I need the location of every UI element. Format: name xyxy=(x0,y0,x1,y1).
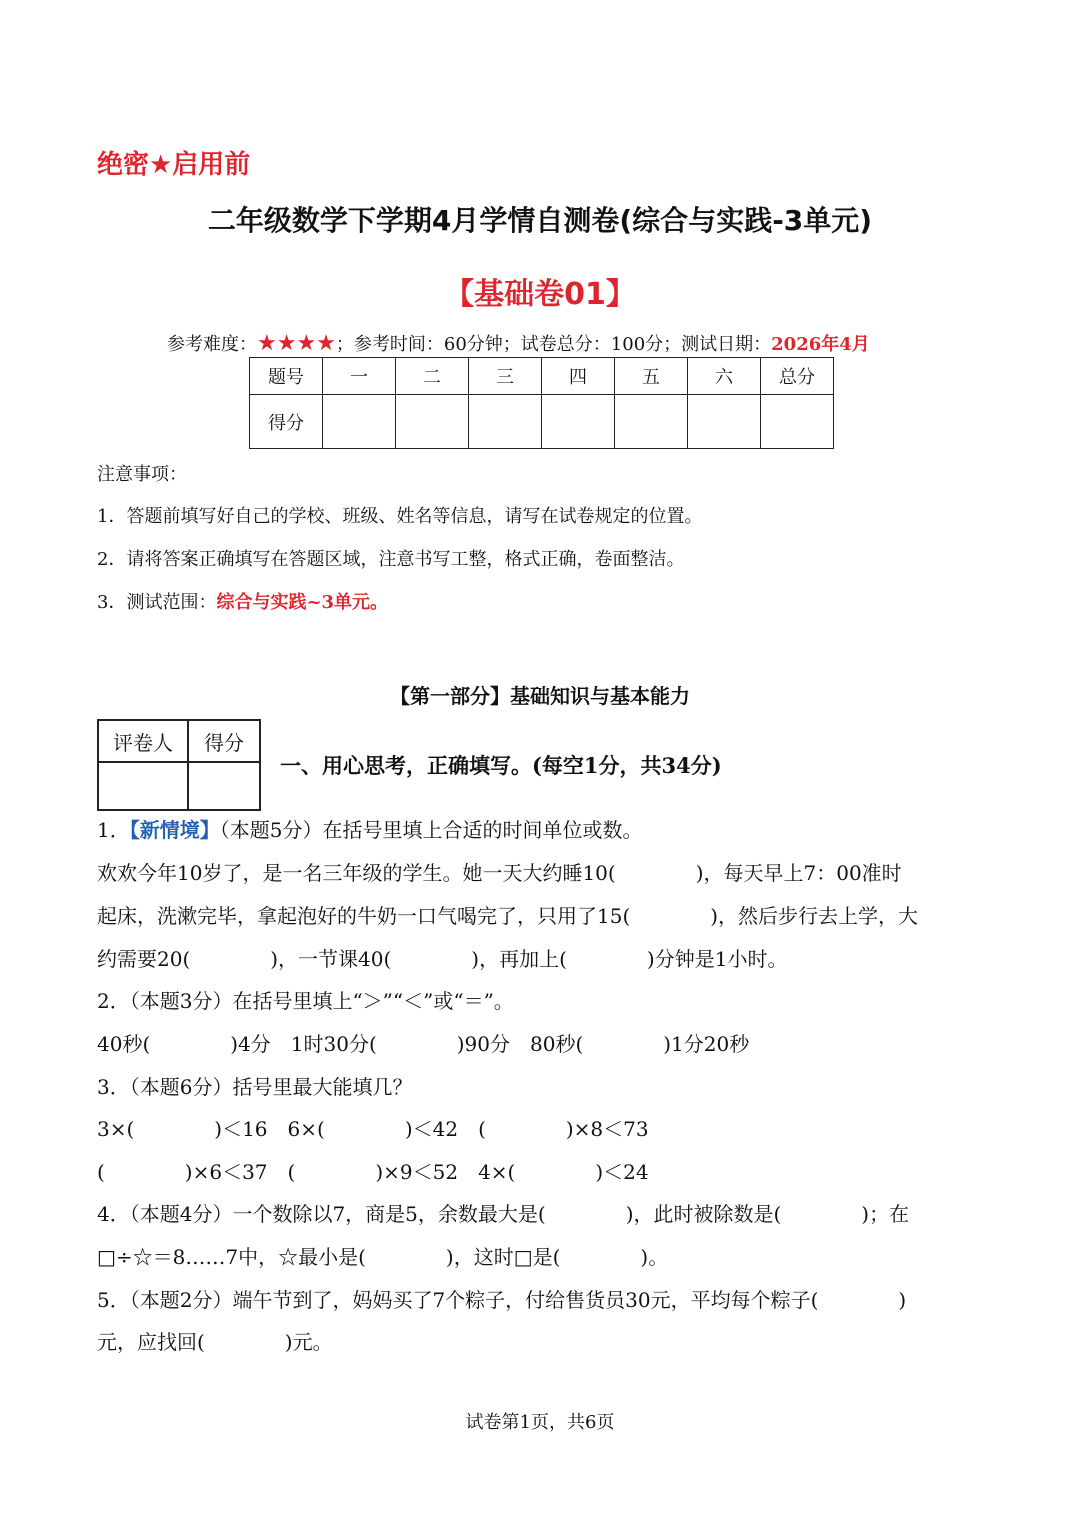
grader-table xyxy=(97,719,261,811)
score-table-header: 总分 xyxy=(761,358,834,395)
difficulty-stars: ★★★★ xyxy=(257,331,336,356)
grader-score-label: 得分 xyxy=(188,720,260,762)
score-table-score-row xyxy=(250,395,834,449)
note-item-1: 1．答题前填写好自己的学校、班级、姓名等信息，请写在试卷规定的位置。 xyxy=(97,506,703,527)
question-1-line-1: 欢欢今年10岁了，是一名三年级的学生。她一天大约睡10( )，每天早上7：00准时 xyxy=(97,861,902,885)
difficulty-label: 参考难度： xyxy=(167,334,257,355)
score-cell[interactable] xyxy=(615,395,688,449)
question-number: 1． xyxy=(97,818,130,842)
question-4-line-2: □÷☆＝8……7中，☆最小是( )，这时□是( )。 xyxy=(97,1245,669,1269)
part1-heading: 【第一部分】基础知识与基本能力 xyxy=(390,684,690,708)
score-cell[interactable] xyxy=(396,395,469,449)
score-table xyxy=(249,357,834,449)
question-2: 2．（本题3分）在括号里填上“＞”“＜”或“＝”。 xyxy=(97,989,514,1013)
score-cell[interactable] xyxy=(688,395,761,449)
score-table-header: 题号 xyxy=(250,358,323,395)
score-cell[interactable] xyxy=(469,395,542,449)
new-context-tag: 【新情境】 xyxy=(129,818,220,842)
confidential-label: 绝密★启用前 xyxy=(97,150,251,180)
grader-score-cell[interactable] xyxy=(188,762,260,810)
test-range: 综合与实践~3单元。 xyxy=(216,592,389,613)
score-table-header: 一 xyxy=(323,358,396,395)
grader-label: 评卷人 xyxy=(98,720,188,762)
exam-title: 二年级数学下学期4月学情自测卷(综合与实践-3单元) xyxy=(207,204,873,237)
question-3: 3．（本题6分）括号里最大能填几？ xyxy=(97,1075,413,1099)
score-table-header: 四 xyxy=(542,358,615,395)
score-cell[interactable] xyxy=(323,395,396,449)
note-item-2: 2．请将答案正确填写在答题区域，注意书写工整，格式正确，卷面整洁。 xyxy=(97,549,685,570)
question-5-line-1: 5．（本题2分）端午节到了，妈妈买了7个粽子，付给售货员30元，平均每个粽子( ) xyxy=(97,1288,907,1312)
exam-subtitle: 【基础卷01】 xyxy=(444,277,636,312)
exam-meta xyxy=(167,330,870,356)
score-row-label: 得分 xyxy=(250,395,323,449)
score-cell[interactable] xyxy=(542,395,615,449)
question-1-line-3: 约需要20( )，一节课40( )，再加上( )分钟是1小时。 xyxy=(97,947,788,971)
question-3-line-2: ( )×6＜37 ( )×9＜52 4×( )＜24 xyxy=(97,1160,649,1184)
question-4-line-1: 4．（本题4分）一个数除以7，商是5，余数最大是( )，此时被除数是( )；在 xyxy=(97,1202,910,1226)
score-table-header: 二 xyxy=(396,358,469,395)
score-table-header: 三 xyxy=(469,358,542,395)
note-item-3 xyxy=(97,588,388,614)
score-table-header-row xyxy=(250,358,834,395)
note-item-3-prefix: 3．测试范围： xyxy=(97,592,217,613)
question-2-line-1: 40秒( )4分 1时30分( )90分 80秒( )1分20秒 xyxy=(97,1032,750,1056)
question-1 xyxy=(97,816,642,844)
score-table-header: 六 xyxy=(688,358,761,395)
question-1-line-2: 起床，洗漱完毕，拿起泡好的牛奶一口气喝完了，只用了15( )，然后步行去上学，大 xyxy=(97,904,919,928)
question-3-line-1: 3×( )＜16 6×( )＜42 ( )×8＜73 xyxy=(97,1117,649,1141)
grader-name-cell[interactable] xyxy=(98,762,188,810)
page-footer: 试卷第1页，共6页 xyxy=(465,1412,615,1433)
score-cell[interactable] xyxy=(761,395,834,449)
section-one-title: 一、用心思考，正确填写。(每空1分，共34分) xyxy=(280,753,722,778)
meta-details: ；参考时间：60分钟；试卷总分：100分；测试日期： xyxy=(335,334,772,355)
score-table-header: 五 xyxy=(615,358,688,395)
notes-heading: 注意事项： xyxy=(97,464,187,485)
question-text: （本题5分）在括号里填上合适的时间单位或数。 xyxy=(219,818,643,842)
test-date: 2026年4月 xyxy=(771,334,870,355)
question-5-line-2: 元，应找回( )元。 xyxy=(97,1330,333,1354)
